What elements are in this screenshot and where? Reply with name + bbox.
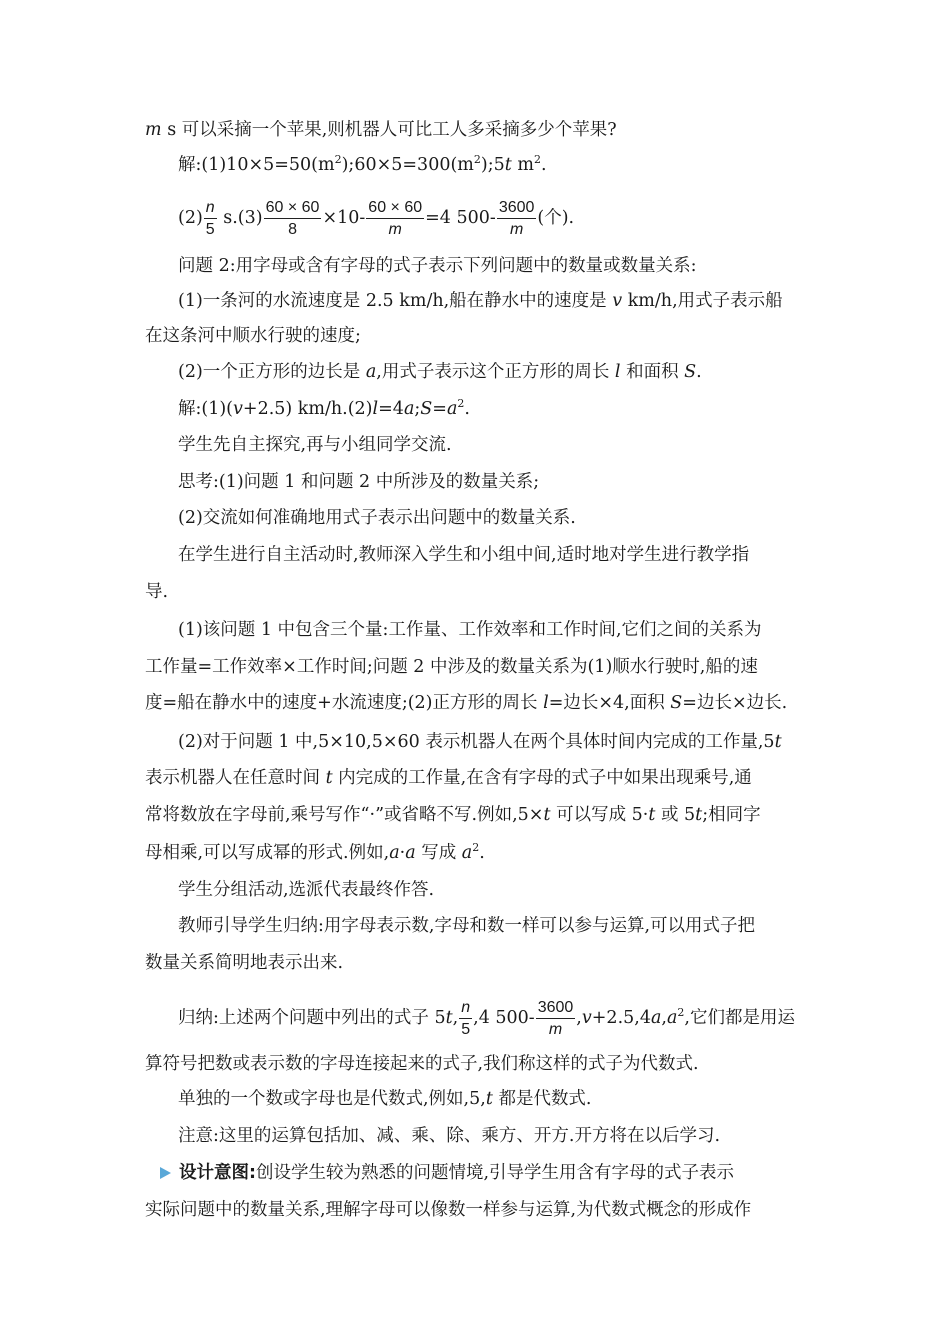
design-intent-label: 设计意图: (179, 1163, 256, 1183)
text-line-11: (2)交流如何准确地用式子表示出问题中的数量关系. (178, 508, 576, 528)
fraction-3600-over-8: $\frac{60 \times 60}{8}$ (265, 199, 320, 238)
text-line-9: 学生先自主探究,再与小组同学交流. (178, 435, 452, 455)
text-line-12: 在学生进行自主活动时,教师深入学生和小组中间,适时地对学生进行教学指 (178, 545, 750, 565)
text-line-14: (1)该问题 1 中包含三个量:工作量、工作效率和工作时间,它们之间的关系为 (178, 620, 762, 640)
fraction-n-over-5-b: $\frac{n}{5}$ (461, 999, 471, 1038)
text-line-16: 度=船在静水中的速度+水流速度;(2)正方形的周长 l=边长×4,面积 S=边长×边长. (145, 693, 788, 713)
text-line-21: 学生分组活动,选派代表最终作答. (178, 880, 435, 900)
text-line-1: m s 可以采摘一个苹果,则机器人可比工人多采摘多少个苹果? (145, 120, 617, 140)
text-line-2: 解$:(1)10\times 5=50(m^2);60\times 5=300(m^2);5t$ $m^2$. (178, 153, 547, 175)
text-line-20: 母相乘,可以写成幂的形式.例如,a·a 写成 $a^2$. (145, 841, 485, 863)
fraction-n-over-5: $\frac{n}{5}$ (205, 199, 215, 238)
fraction-3600-over-m: $\frac{60 \times 60}{m}$ (368, 199, 423, 238)
text-line-27: 注意:这里的运算包括加、减、乘、除、乘方、开方.开方将在以后学习. (178, 1126, 721, 1146)
text-line-5: (1)一条河的水流速度是 2.5 km/h,船在静水中的速度是 v km/h,用式子表示船 (178, 291, 783, 311)
text-line-19: 常将数放在字母前,乘号写作“·”或省略不写.例如,5×t 可以写成 5·t 或 5t;相同字 (145, 805, 761, 825)
text-line-4: 问题 2:用字母或含有字母的式子表示下列问题中的数量或数量关系: (178, 256, 697, 276)
text-line-15: 工作量=工作效率×工作时间;问题 2 中涉及的数量关系为(1)顺水行驶时,船的速 (145, 657, 758, 677)
text-line-3-fractions: (2) $\frac{n}{5}$ s.(3) $\frac{60 \times 60}{8}$ ×10- $\frac{60 \times 60}{m}$ =4 500- $\frac{3600}{m}$ (个). (178, 199, 575, 238)
text-line-7: (2)一个正方形的边长是 a,用式子表示这个正方形的周长 l 和面积 S. (178, 362, 702, 382)
text-line-25: 算符号把数或表示数的字母连接起来的式子,我们称这样的式子为代数式. (145, 1054, 699, 1074)
text-line-23: 数量关系简明地表示出来. (145, 953, 344, 973)
text-line-24-fractions: 归纳:上述两个问题中列出的式子 5t, $\frac{n}{5}$ ,4 500- $\frac{3600}{m}$ $,v+2.5,4a,a^2$,它们都是用运 (178, 999, 795, 1038)
fraction-3600-over-m-b: $\frac{3600}{m}$ (498, 199, 535, 238)
text-line-10: 思考:(1)问题 1 和问题 2 中所涉及的数量关系; (178, 472, 540, 492)
text-line-18: 表示机器人在任意时间 t 内完成的工作量,在含有字母的式子中如果出现乘号,通 (145, 768, 752, 788)
text-line-28-design-intent: 设计意图:创设学生较为熟悉的问题情境,引导学生用含有字母的式子表示 (0, 1161, 950, 1185)
text-line-26: 单独的一个数或字母也是代数式,例如,5,t 都是代数式. (178, 1089, 592, 1109)
text-line-17: (2)对于问题 1 中,5×10,5×60 表示机器人在两个具体时间内完成的工作量,5t (178, 732, 782, 752)
text-line-6: 在这条河中顺水行驶的速度; (145, 326, 361, 346)
fraction-3600-over-m-c: $\frac{3600}{m}$ (537, 999, 574, 1038)
text-line-29: 实际问题中的数量关系,理解字母可以像数一样参与运算,为代数式概念的形成作 (145, 1200, 752, 1220)
triangle-bullet-icon (160, 1167, 171, 1179)
text-line-13: 导. (145, 582, 169, 602)
text-line-8: 解:(1)(v+2.5) $km/h.(2)l=4a;S=a^2$. (178, 397, 470, 419)
text-line-22: 教师引导学生归纳:用字母表示数,字母和数一样可以参与运算,可以用式子把 (178, 916, 756, 936)
